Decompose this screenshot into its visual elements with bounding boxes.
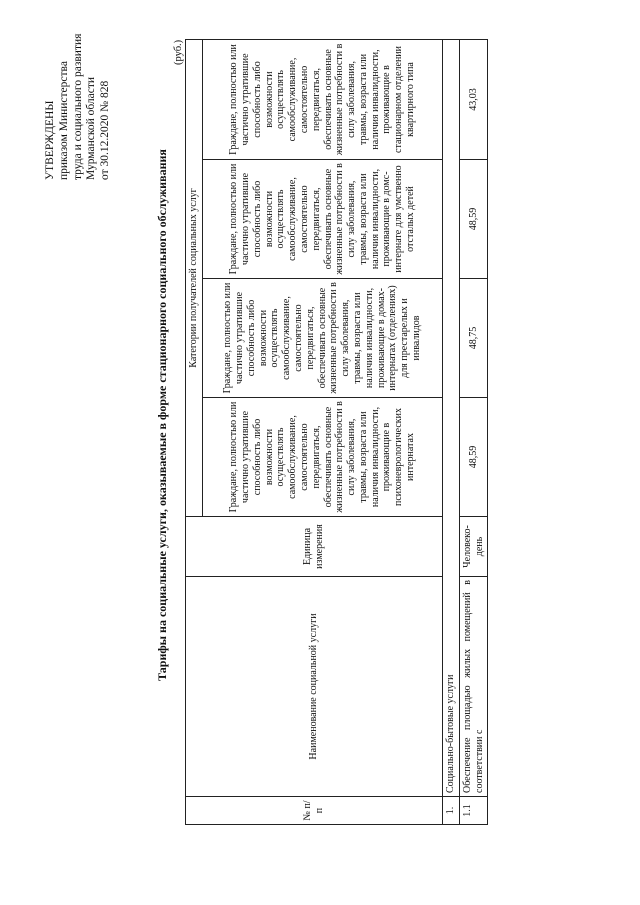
header-service-name: Наименование социальной услуги (186, 577, 443, 797)
table-row (459, 39, 488, 824)
approval-stamp (44, 34, 113, 180)
approval-line: от 30.12.2020 № 828 (99, 80, 112, 180)
approval-line: приказом Министерства (57, 61, 70, 180)
table-section-row (443, 39, 460, 824)
document-title: Тарифы на социальные услуги, оказываемые в форме стационарного социального обслуживания (155, 149, 169, 681)
row-num: 1.1 (459, 797, 488, 825)
header-unit: Единица измерения (186, 517, 443, 577)
tariffs-table (185, 39, 488, 825)
row-service-name: Обеспечение площадью жилых помещений в соответствии с (459, 577, 488, 797)
row-unit: Человеко-день (459, 517, 488, 577)
row-value: 48,59 (459, 160, 488, 279)
section-label: Социально-бытовые услуги (443, 39, 460, 796)
approval-line: УТВЕРЖДЕНЫ (44, 100, 56, 180)
row-value: 48,59 (459, 398, 488, 517)
table-header-row (186, 39, 203, 824)
header-category-children-home: Граждане, полностью или частично утратившие способность либо возможности осуществлять самообслуживание, самостоятельно передвигаться, обеспечивать основные жизненные потребности в силу заболевания, травмы, возраста или наличия инвалидности, проживающие в домс-интернате для умственно отсталых детей (203, 160, 443, 279)
row-value: 43,03 (459, 39, 488, 159)
header-category-apartment-type: Граждане, полностью или частично утратившие способность либо возможности осуществлять самообслуживание, самостоятельно передвигаться, обеспечивать основные жизненные потребности в силу заболевания, травмы, возраста или наличия инвалидности, проживающие в стационарном отделении квартирного типа (203, 39, 443, 159)
header-category-psychoneurological: Граждане, полностью или частично утратившие способность либо возможности осуществлять самообслуживание, самостоятельно передвигаться, обеспечивать основные жизненные потребности в силу заболевания, травмы, возраста или наличия инвалидности, проживающие в психоневрологических интернатах (203, 398, 443, 517)
header-categories-group: Категории получателей социальных услуг (186, 39, 203, 516)
approval-line: труда и социального развития (71, 33, 84, 180)
section-num: 1. (443, 797, 460, 825)
units-label: (руб.) (173, 39, 184, 65)
approval-line: Мурманской области (85, 76, 98, 180)
header-category-elderly-homes: Граждане, полностью или частично утратившие способность либо возможности осуществлять самообслуживание, самостоятельно передвигаться, обеспечивать основные жизненные потребности в силу заболевания, травмы, возраста или наличия инвалидности, проживающие в домах-интернатах (отделениях) для престарелых и инвалидов (203, 279, 443, 398)
header-num: № п/п (186, 797, 443, 825)
row-value: 48,75 (459, 279, 488, 398)
